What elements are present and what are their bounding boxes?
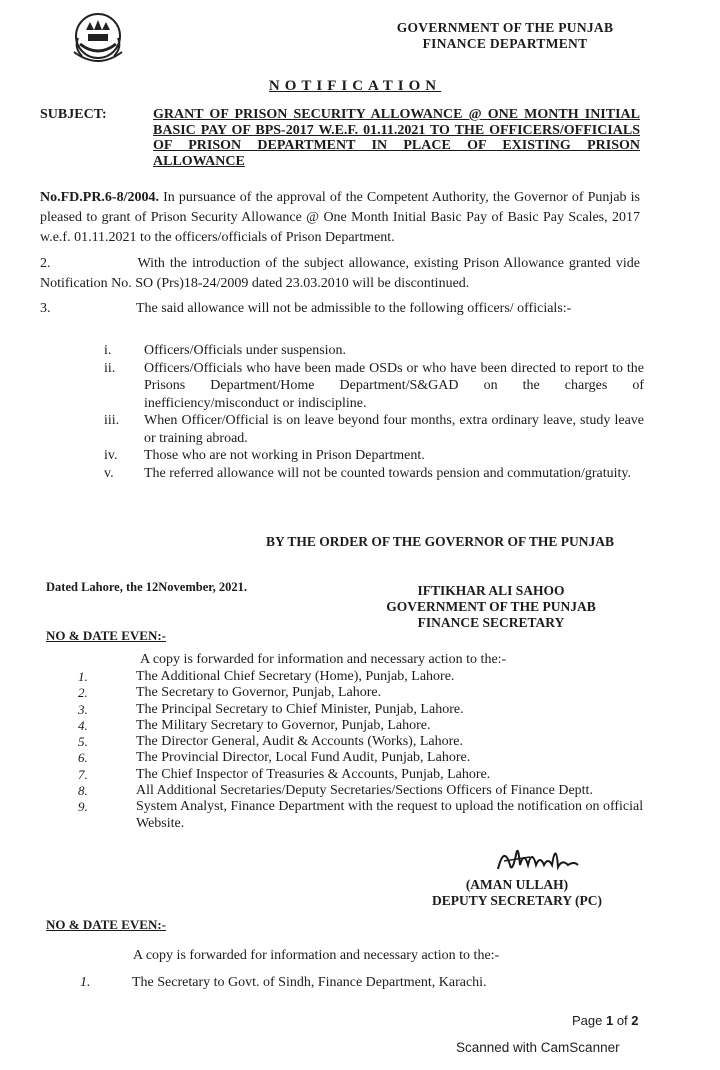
list-item [78,783,644,799]
signatory-title: DEPUTY SECRETARY (PC) [431,893,603,908]
page-current: 1 [605,1013,614,1028]
list-item [78,750,644,766]
list-item-text: All Additional Secretaries/Deputy Secretaries/Sections Officers of Finance Deptt. [136,783,593,799]
list-item-text: Officers/Officials who have been made OSDs or who have been directed to report to the Prisons Department/Home Department/S&GAD on the charges of inefficiency/misconduct or indiscipline. [144,360,644,411]
reference-number: No.FD.PR.6-8/2004. [40,190,159,205]
list-item-number: i. [104,343,112,358]
dated-line [46,580,247,595]
page-separator: of [613,1013,632,1028]
punjab-government-emblem-icon [68,8,128,68]
page-number [572,1013,639,1028]
subject-label: SUBJECT: [40,107,107,122]
signatory-finance-secretary [360,583,622,631]
list-item-number: ii. [104,360,116,376]
signatory-name: IFTIKHAR ALI SAHOO [417,583,565,598]
subject-text: GRANT OF PRISON SECURITY ALLOWANCE @ ONE MONTH INITIAL BASIC PAY OF BPS-2017 W.E.F. 01.11.2021 TO THE OFFICERS/OFFICIALS OF PRISON DEPARTMENT IN PLACE OF EXISTING PRISON ALLOWANCE [153,107,640,169]
page-prefix: Page [572,1013,606,1028]
signatory-title: FINANCE SECRETARY [417,615,565,630]
dated-prefix: Dated Lahore, the [46,580,146,594]
list-item [78,718,644,734]
list-item [78,685,644,701]
paragraph-3-number: 3. [40,301,51,316]
paragraph-1 [40,188,640,248]
list-item-number: 8. [78,783,88,799]
list-item [80,975,487,991]
signatory-deputy-secretary [412,877,622,909]
list-item [78,734,644,750]
order-line: BY THE ORDER OF THE GOVERNOR OF THE PUNJAB [266,534,615,549]
no-date-even-label: NO & DATE EVEN:- [46,628,167,643]
list-item-text: The Additional Chief Secretary (Home), Punjab, Lahore. [136,669,455,684]
list-item [78,767,644,783]
scanner-watermark: Scanned with CamScanner [456,1040,620,1055]
list-item-text: The Military Secretary to Governor, Punjab, Lahore. [136,717,431,733]
copy-forwarded-intro: A copy is forwarded for information and necessary action to the:- [140,652,507,667]
list-item-number: iv. [104,448,118,463]
list-item [104,360,644,413]
list-item-number: 1. [80,975,91,990]
paragraph-2-number: 2. [40,256,51,271]
list-item-text: System Analyst, Finance Department with the request to upload the notification on official Website. [136,799,644,831]
list-item [104,465,644,483]
exclusion-list [104,342,644,482]
list-item-text: Officers/Officials under suspension. [144,343,347,358]
list-item [78,799,644,832]
list-item-number: v. [104,465,114,481]
page-total: 2 [631,1013,639,1028]
list-item-number: iii. [104,413,120,428]
list-item [104,342,644,360]
list-item [104,412,644,447]
signatory-org: GOVERNMENT OF THE PUNJAB [386,599,596,614]
copy-recipient-list [78,669,644,832]
letterhead-government: GOVERNMENT OF THE PUNJAB [396,20,614,35]
list-item-text: The Principal Secretary to Chief Minister, Punjab, Lahore. [136,701,464,717]
paragraph-2 [40,254,640,294]
list-item [104,447,644,465]
list-item-text: When Officer/Official is on leave beyond four months, extra ordinary leave, study leave or training abroad. [144,413,644,446]
copy-forwarded-intro: A copy is forwarded for information and necessary action to the:- [133,948,500,963]
signatory-name: (AMAN ULLAH) [465,877,569,892]
list-item-number: 3. [78,701,88,717]
list-item-text: The Director General, Audit & Accounts (Works), Lahore. [136,734,463,750]
letterhead-department: FINANCE DEPARTMENT [422,36,588,51]
list-item-number: 6. [78,750,88,766]
paragraph-3-text: The said allowance will not be admissible to the following officers/ officials:- [136,301,572,316]
list-item-text: The Provincial Director, Local Fund Audit, Punjab, Lahore. [136,750,471,766]
list-item-number: 2. [78,685,88,701]
notification-title: NOTIFICATION [268,78,442,94]
list-item-number: 9. [78,799,88,815]
list-item-number: 5. [78,734,88,750]
list-item-text: The Chief Inspector of Treasuries & Accounts, Punjab, Lahore. [136,766,491,782]
list-item-text: The Secretary to Govt. of Sindh, Finance Department, Karachi. [132,975,487,990]
dated-suffix: November, 2021. [158,580,248,594]
list-item-number: 1. [78,669,88,684]
no-date-even-label: NO & DATE EVEN:- [46,917,167,932]
list-item-text: The referred allowance will not be counted towards pension and commutation/gratuity. [144,465,631,481]
paragraph-1-text: In pursuance of the approval of the Competent Authority, the Governor of Punjab is pleased to grant of Prison Security Allowance @ One Month Initial Basic Pay of Basic Pay Scales, 2017 w.e.f. 01.11.2021 to the officers/officials of Prison Department. [40,190,640,245]
list-item-number: 4. [78,717,88,733]
paragraph-3 [40,299,640,319]
letterhead [350,20,660,52]
list-item-text: Those who are not working in Prison Department. [144,448,425,463]
list-item [78,669,644,685]
handwritten-signature-icon [490,835,600,881]
paragraph-2-text: With the introduction of the subject allowance, existing Prison Allowance granted vide Notification No. SO (Prs)18-24/2009 dated 23.03.2010 will be discontinued. [40,256,640,291]
list-item [78,702,644,718]
dated-day: 12 [145,580,159,594]
list-item-number: 7. [78,766,88,782]
list-item-text: The Secretary to Governor, Punjab, Lahore. [136,685,382,701]
